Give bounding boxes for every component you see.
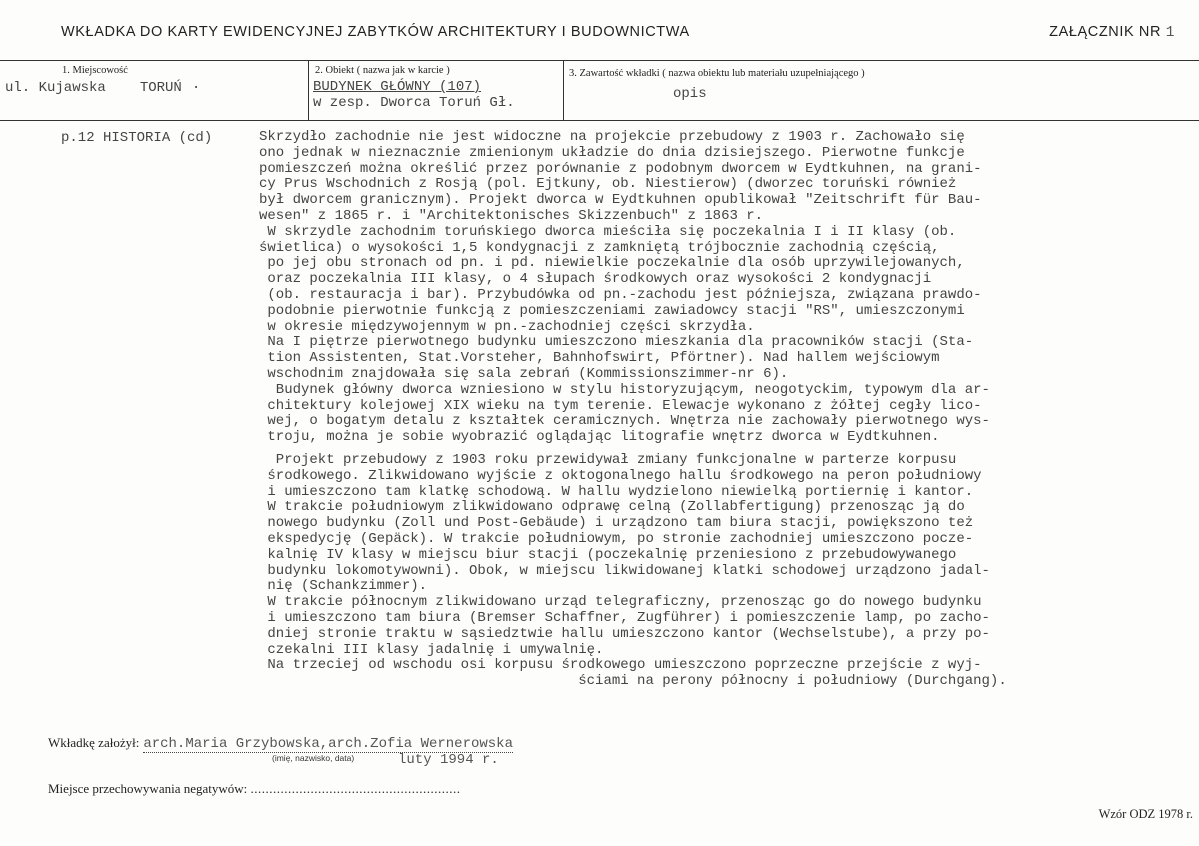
body-line: oraz poczekalnia III klasy, o 4 słupach środkowych oraz wysokości 2 kondygnacji <box>259 271 932 288</box>
author-hint: (imię, nazwisko, data) <box>272 753 355 763</box>
object-label: 2. Obiekt ( nazwa jak w karcie ) <box>315 65 450 76</box>
body-line: wschodnim znajdowała się sala zebrań (Kommissionszimmer-nr 6). <box>259 365 789 382</box>
body-line: Na trzeciej od wschodu osi korpusu środkowego umieszczono poprzeczne przejście z wyj- <box>259 657 982 674</box>
body-line: dniej stronie traktu w sąsiedztwie hallu umieszczono kantor (Wechselstube), a przy po- <box>259 625 990 642</box>
object-value-line1: BUDYNEK GŁÓWNY (107) <box>313 79 482 95</box>
body-line: budynku lokomotywowni). Obok, w miejscu likwidowanej klatki schodowej urządzono jadal- <box>259 562 990 579</box>
document-title: WKŁADKA DO KARTY EWIDENCYJNEJ ZABYTKÓW ARCHITEKTURY I BUDOWNICTWA <box>61 24 690 40</box>
negatives-label: Miejsce przechowywania negatywów: <box>48 781 248 796</box>
body-line: i umieszczono tam biura (Bremser Schaffner, Zugführer) i pomieszczenie lamp, po zacho- <box>259 609 990 626</box>
body-line: pomieszczeń można określić przez porównanie z podobnym dworcem w Eydtkuhnen, na grani- <box>259 160 982 177</box>
body-line: wej, o bogatym detalu z kształtek ceramicznych. Wnętrza nie zachowały pierwotnego wys- <box>259 413 990 430</box>
body-line: W trakcie południowym zlikwidowano odprawę celną (Zollabfertigung) przenosząc ją do <box>259 499 965 516</box>
author-names: arch.Maria Grzybowska,arch.Zofia Wernerowska <box>143 736 513 752</box>
body-line: troju, można je sobie wyobrazić oglądając litografie wnętrz dworca w Eydtkuhnen. <box>259 429 940 446</box>
body-line: środkowego. Zlikwidowano wyjście z oktogonalnego hallu środkowego na peron południowy <box>259 467 982 484</box>
author-label: Wkładkę założył: <box>48 735 140 750</box>
body-line: W trakcie północnym zlikwidowano urząd telegraficzny, przenosząc go do nowego budynku <box>259 594 982 611</box>
section-label: p.12 HISTORIA (cd) <box>61 130 213 146</box>
column-divider-2 <box>563 60 564 120</box>
column-divider-1 <box>308 60 309 120</box>
body-line: podobnie pierwotnie funkcją z pomieszczeniami zawiadowcy stacji "RS", umieszczonymi <box>259 302 965 319</box>
body-line: (ob. restauracja i bar). Przybudówka od pn.-zachodu jest późniejsza, związana prawdo- <box>259 286 982 303</box>
body-line: ściami na perony północny i południowy (Durchgang). <box>259 673 1007 690</box>
annex-label <box>1049 24 1175 41</box>
annex-label-text: ZAŁĄCZNIK NR <box>1049 24 1162 40</box>
street-value: ul. Kujawska <box>5 80 106 96</box>
form-version: Wzór ODZ 1978 r. <box>1098 807 1193 821</box>
body-line: po jej obu stronach od pn. i pd. niewielkie poczekalnie dla osób uprzywilejowanych, <box>259 255 965 272</box>
locality-value <box>5 80 200 96</box>
body-line: w okresie międzywojennym w pn.-zachodniej części skrzydła. <box>259 318 755 335</box>
body-line: i umieszczono tam klatkę schodową. W hallu wydzielono niewielką portiernię i kantor. <box>259 483 974 500</box>
history-body-text <box>259 130 1159 690</box>
body-line: świetlica) o wysokości 1,5 kondygnacji z zamkniętą trójbocznie zachodnią częścią, <box>259 239 940 256</box>
contents-value: opis <box>673 86 707 102</box>
city-value: TORUŃ <box>139 80 182 96</box>
body-line: był dworcem granicznym). Projekt dworca w Eydtkuhnen opublikował "Zeitschrift für Bau- <box>259 192 982 209</box>
body-line: ekspedycję (Gepäck). W trakcie południowym, po stronie zachodniej umieszczono pocze- <box>259 530 974 547</box>
body-line: kalnię IV klasy w miejscu biur stacji (poczekalnię przeniesiono z przebudowywanego <box>259 546 957 563</box>
bottom-rule <box>0 120 1199 121</box>
body-line: W skrzydle zachodnim toruńskiego dworca mieściła się poczekalnia I i II klasy (ob. <box>259 223 957 240</box>
body-line: Skrzydło zachodnie nie jest widoczne na projekcie przebudowy z 1903 r. Zachowało się <box>259 129 965 145</box>
negatives-value: ........................................................ <box>250 781 461 796</box>
body-line: cy Prus Wschodnich z Rosją (pol. Ejtkuny, ob. Niestierow) (dworzec toruński również <box>259 176 957 193</box>
object-value-line2: w zesp. Dworca Toruń Gł. <box>313 95 515 111</box>
body-line: tion Assistenten, Stat.Vorsteher, Bahnhofswirt, Pförtner). Nad hallem wejściowym <box>259 350 940 367</box>
top-rule <box>0 60 1199 61</box>
body-line: nię (Schankzimmer). <box>259 578 428 595</box>
body-line: wesen" z 1865 r. i "Architektonisches Skizzenbuch" z 1863 r. <box>259 207 764 224</box>
body-line: nowego budynku (Zoll und Post-Gebäude) i urządzono tam biura stacji, powiększono też <box>259 515 974 532</box>
annex-number: 1 <box>1165 25 1175 41</box>
body-line: Projekt przebudowy z 1903 roku przewidywał zmiany funkcjonalne w parterze korpusu <box>259 451 957 468</box>
body-line: Budynek główny dworca wzniesiono w stylu historyzującym, neogotyckim, typowym dla ar- <box>259 381 990 398</box>
body-line: chitektury kolejowej XIX wieku na tym terenie. Elewacje wykonano z żółtej cegły lico- <box>259 397 982 414</box>
negatives-line <box>48 781 461 797</box>
locality-label: 1. Miejscowość <box>62 65 128 76</box>
locality-mark: · <box>191 80 201 96</box>
author-line <box>48 734 513 752</box>
contents-label: 3. Zawartość wkładki ( nazwa obiektu lub materiału uzupełniającego ) <box>569 68 865 79</box>
author-date: luty 1994 r. <box>398 752 499 768</box>
body-line: Na I piętrze pierwotnego budynku umieszczono mieszkania dla pracowników stacji (Sta- <box>259 334 974 351</box>
body-line: ono jednak w nieznacznie zmienionym układzie do dnia dzisiejszego. Pierwotne funkcje <box>259 144 965 161</box>
body-line: czekalni III klasy jadalnię i umywalnię. <box>259 641 604 658</box>
